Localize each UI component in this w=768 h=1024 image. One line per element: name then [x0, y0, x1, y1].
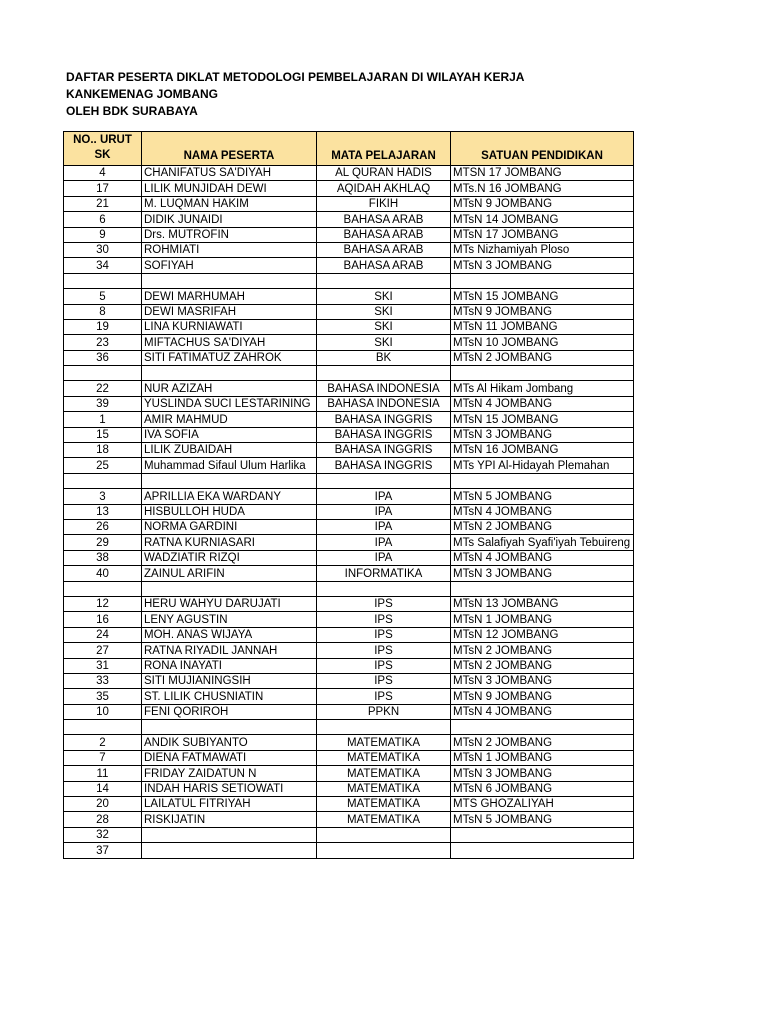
cell-no-urut: 10 [64, 704, 142, 719]
cell-nama-peserta: YUSLINDA SUCI LESTARINING [142, 396, 317, 411]
table-row [64, 196, 634, 211]
cell-satuan-pendidikan [451, 366, 634, 381]
table-row [64, 227, 634, 242]
cell-no-urut: 21 [64, 196, 142, 211]
table-row [64, 212, 634, 227]
cell-nama-peserta: M. LUQMAN HAKIM [142, 196, 317, 211]
cell-satuan-pendidikan: MTsN 2 JOMBANG [451, 350, 634, 365]
table-body [64, 166, 634, 859]
cell-no-urut: 15 [64, 427, 142, 442]
cell-no-urut: 12 [64, 596, 142, 611]
cell-mata-pelajaran [317, 366, 451, 381]
cell-satuan-pendidikan: MTsN 2 JOMBANG [451, 735, 634, 750]
cell-mata-pelajaran: FIKIH [317, 196, 451, 211]
cell-mata-pelajaran: BAHASA ARAB [317, 242, 451, 257]
cell-nama-peserta: RONA INAYATI [142, 658, 317, 673]
cell-no-urut: 37 [64, 843, 142, 858]
table-row [64, 643, 634, 658]
cell-no-urut [64, 581, 142, 596]
cell-satuan-pendidikan: MTsN 9 JOMBANG [451, 304, 634, 319]
cell-no-urut: 2 [64, 735, 142, 750]
cell-nama-peserta: SITI FATIMATUZ ZAHROK [142, 350, 317, 365]
header-satuan-pendidikan: SATUAN PENDIDIKAN [451, 132, 634, 166]
table-row [64, 242, 634, 257]
cell-mata-pelajaran [317, 827, 451, 842]
cell-nama-peserta: NORMA GARDINI [142, 519, 317, 534]
cell-nama-peserta: LILIK ZUBAIDAH [142, 443, 317, 458]
table-row [64, 319, 634, 334]
cell-no-urut: 4 [64, 166, 142, 181]
cell-mata-pelajaran: SKI [317, 304, 451, 319]
cell-satuan-pendidikan: MTSN 17 JOMBANG [451, 166, 634, 181]
cell-satuan-pendidikan: MTsN 6 JOMBANG [451, 781, 634, 796]
table-row [64, 289, 634, 304]
cell-satuan-pendidikan: MTs YPI Al-Hidayah Plemahan [451, 458, 634, 473]
cell-mata-pelajaran: IPS [317, 643, 451, 658]
cell-satuan-pendidikan: MTsN 15 JOMBANG [451, 289, 634, 304]
cell-mata-pelajaran: IPA [317, 504, 451, 519]
cell-no-urut: 13 [64, 504, 142, 519]
cell-no-urut: 27 [64, 643, 142, 658]
cell-nama-peserta: Muhammad Sifaul Ulum Harlika [142, 458, 317, 473]
cell-mata-pelajaran: BAHASA ARAB [317, 212, 451, 227]
cell-mata-pelajaran: IPA [317, 535, 451, 550]
cell-nama-peserta: LAILATUL FITRIYAH [142, 797, 317, 812]
table-row [64, 581, 634, 596]
table-row [64, 350, 634, 365]
cell-satuan-pendidikan [451, 273, 634, 288]
table-row [64, 489, 634, 504]
table-row [64, 612, 634, 627]
cell-no-urut: 30 [64, 242, 142, 257]
cell-mata-pelajaran: BAHASA ARAB [317, 227, 451, 242]
table-row [64, 735, 634, 750]
cell-satuan-pendidikan: MTs Nizhamiyah Ploso [451, 242, 634, 257]
cell-no-urut: 32 [64, 827, 142, 842]
cell-no-urut: 33 [64, 673, 142, 688]
table-row [64, 458, 634, 473]
cell-mata-pelajaran: AL QURAN HADIS [317, 166, 451, 181]
cell-nama-peserta: ZAINUL ARIFIN [142, 566, 317, 581]
cell-satuan-pendidikan: MTsN 9 JOMBANG [451, 196, 634, 211]
cell-mata-pelajaran: BAHASA INGGRIS [317, 427, 451, 442]
cell-mata-pelajaran: MATEMATIKA [317, 812, 451, 827]
cell-mata-pelajaran: IPS [317, 689, 451, 704]
table-row [64, 273, 634, 288]
header-nama-peserta: NAMA PESERTA [142, 132, 317, 166]
cell-satuan-pendidikan [451, 843, 634, 858]
table-row [64, 566, 634, 581]
cell-mata-pelajaran: MATEMATIKA [317, 750, 451, 765]
cell-nama-peserta [142, 473, 317, 488]
cell-satuan-pendidikan: MTs Salafiyah Syafi'iyah Tebuireng [451, 535, 634, 550]
cell-satuan-pendidikan: MTsN 1 JOMBANG [451, 612, 634, 627]
cell-no-urut: 25 [64, 458, 142, 473]
cell-satuan-pendidikan: MTs.N 16 JOMBANG [451, 181, 634, 196]
table-row [64, 304, 634, 319]
cell-satuan-pendidikan [451, 473, 634, 488]
cell-nama-peserta: MOH. ANAS WIJAYA [142, 627, 317, 642]
table-row [64, 797, 634, 812]
cell-satuan-pendidikan: MTsN 4 JOMBANG [451, 550, 634, 565]
cell-satuan-pendidikan [451, 827, 634, 842]
cell-no-urut: 7 [64, 750, 142, 765]
cell-nama-peserta: DIDIK JUNAIDI [142, 212, 317, 227]
cell-nama-peserta: DEWI MASRIFAH [142, 304, 317, 319]
cell-nama-peserta: RATNA RIYADIL JANNAH [142, 643, 317, 658]
table-row [64, 381, 634, 396]
table-row [64, 673, 634, 688]
cell-no-urut: 19 [64, 319, 142, 334]
header-no-urut-sk [64, 132, 142, 166]
cell-nama-peserta: Drs. MUTROFIN [142, 227, 317, 242]
cell-no-urut: 16 [64, 612, 142, 627]
heading-line-3: OLEH BDK SURABAYA [66, 104, 198, 118]
cell-satuan-pendidikan: MTsN 3 JOMBANG [451, 766, 634, 781]
cell-satuan-pendidikan: MTsN 12 JOMBANG [451, 627, 634, 642]
cell-mata-pelajaran [317, 720, 451, 735]
cell-no-urut: 24 [64, 627, 142, 642]
cell-nama-peserta: HERU WAHYU DARUJATI [142, 596, 317, 611]
header-no-line-2: SK [94, 149, 111, 161]
cell-nama-peserta: SOFIYAH [142, 258, 317, 273]
cell-mata-pelajaran: SKI [317, 335, 451, 350]
table-row [64, 258, 634, 273]
cell-no-urut [64, 273, 142, 288]
cell-no-urut: 31 [64, 658, 142, 673]
cell-no-urut: 23 [64, 335, 142, 350]
cell-no-urut: 35 [64, 689, 142, 704]
cell-nama-peserta [142, 366, 317, 381]
cell-satuan-pendidikan [451, 720, 634, 735]
cell-no-urut: 18 [64, 443, 142, 458]
cell-mata-pelajaran [317, 473, 451, 488]
cell-mata-pelajaran: BAHASA INGGRIS [317, 458, 451, 473]
cell-satuan-pendidikan: MTsN 13 JOMBANG [451, 596, 634, 611]
cell-mata-pelajaran [317, 581, 451, 596]
cell-mata-pelajaran: BAHASA ARAB [317, 258, 451, 273]
cell-mata-pelajaran: BAHASA INDONESIA [317, 381, 451, 396]
cell-no-urut: 36 [64, 350, 142, 365]
cell-mata-pelajaran: IPS [317, 658, 451, 673]
cell-no-urut: 14 [64, 781, 142, 796]
heading-line-2: KANKEMENAG JOMBANG [66, 87, 219, 101]
cell-nama-peserta [142, 273, 317, 288]
cell-satuan-pendidikan: MTsN 2 JOMBANG [451, 658, 634, 673]
cell-satuan-pendidikan: MTsN 1 JOMBANG [451, 750, 634, 765]
table-row [64, 704, 634, 719]
cell-nama-peserta: ST. LILIK CHUSNIATIN [142, 689, 317, 704]
cell-nama-peserta: DIENA FATMAWATI [142, 750, 317, 765]
table-row [64, 827, 634, 842]
table-row [64, 550, 634, 565]
table-row [64, 596, 634, 611]
cell-mata-pelajaran: MATEMATIKA [317, 735, 451, 750]
cell-no-urut: 29 [64, 535, 142, 550]
cell-no-urut: 5 [64, 289, 142, 304]
table-row [64, 843, 634, 858]
cell-no-urut: 28 [64, 812, 142, 827]
cell-mata-pelajaran: PPKN [317, 704, 451, 719]
cell-satuan-pendidikan: MTsN 2 JOMBANG [451, 643, 634, 658]
cell-satuan-pendidikan: MTsN 16 JOMBANG [451, 443, 634, 458]
cell-no-urut [64, 366, 142, 381]
cell-mata-pelajaran: MATEMATIKA [317, 766, 451, 781]
cell-nama-peserta: NUR AZIZAH [142, 381, 317, 396]
cell-mata-pelajaran: BAHASA INGGRIS [317, 412, 451, 427]
table-row [64, 781, 634, 796]
table-row [64, 519, 634, 534]
table-row [64, 689, 634, 704]
cell-satuan-pendidikan: MTsN 10 JOMBANG [451, 335, 634, 350]
cell-nama-peserta [142, 827, 317, 842]
participant-table [63, 131, 634, 859]
cell-satuan-pendidikan: MTsN 3 JOMBANG [451, 427, 634, 442]
cell-no-urut: 26 [64, 519, 142, 534]
cell-mata-pelajaran: IPS [317, 596, 451, 611]
cell-nama-peserta: CHANIFATUS SA'DIYAH [142, 166, 317, 181]
cell-no-urut: 34 [64, 258, 142, 273]
cell-mata-pelajaran [317, 273, 451, 288]
cell-nama-peserta: LILIK MUNJIDAH DEWI [142, 181, 317, 196]
cell-no-urut: 38 [64, 550, 142, 565]
cell-nama-peserta: HISBULLOH HUDA [142, 504, 317, 519]
cell-no-urut [64, 720, 142, 735]
table-row [64, 766, 634, 781]
cell-mata-pelajaran: IPS [317, 627, 451, 642]
cell-nama-peserta: APRILLIA EKA WARDANY [142, 489, 317, 504]
cell-no-urut [64, 473, 142, 488]
cell-no-urut: 40 [64, 566, 142, 581]
cell-nama-peserta: ANDIK SUBIYANTO [142, 735, 317, 750]
table-row [64, 412, 634, 427]
cell-satuan-pendidikan: MTsN 17 JOMBANG [451, 227, 634, 242]
cell-satuan-pendidikan: MTsN 11 JOMBANG [451, 319, 634, 334]
cell-mata-pelajaran: IPA [317, 550, 451, 565]
table-row [64, 658, 634, 673]
cell-mata-pelajaran: IPS [317, 612, 451, 627]
cell-satuan-pendidikan: MTsN 3 JOMBANG [451, 258, 634, 273]
cell-mata-pelajaran: BK [317, 350, 451, 365]
cell-nama-peserta: WADZIATIR RIZQI [142, 550, 317, 565]
table-row [64, 335, 634, 350]
cell-nama-peserta: DEWI MARHUMAH [142, 289, 317, 304]
header-mata-pelajaran: MATA PELAJARAN [317, 132, 451, 166]
cell-no-urut: 17 [64, 181, 142, 196]
table-row [64, 166, 634, 181]
cell-mata-pelajaran: AQIDAH AKHLAQ [317, 181, 451, 196]
cell-satuan-pendidikan: MTsN 2 JOMBANG [451, 519, 634, 534]
cell-no-urut: 9 [64, 227, 142, 242]
cell-nama-peserta [142, 720, 317, 735]
cell-no-urut: 22 [64, 381, 142, 396]
cell-mata-pelajaran: IPS [317, 673, 451, 688]
cell-satuan-pendidikan: MTsN 3 JOMBANG [451, 673, 634, 688]
document-heading [66, 69, 524, 120]
table-row [64, 443, 634, 458]
cell-nama-peserta: INDAH HARIS SETIOWATI [142, 781, 317, 796]
table-row [64, 750, 634, 765]
cell-satuan-pendidikan: MTsN 4 JOMBANG [451, 396, 634, 411]
table-row [64, 535, 634, 550]
table-row [64, 366, 634, 381]
cell-nama-peserta [142, 581, 317, 596]
cell-mata-pelajaran: SKI [317, 289, 451, 304]
cell-nama-peserta: SITI MUJIANINGSIH [142, 673, 317, 688]
table-row [64, 396, 634, 411]
cell-no-urut: 20 [64, 797, 142, 812]
cell-mata-pelajaran: BAHASA INDONESIA [317, 396, 451, 411]
cell-no-urut: 1 [64, 412, 142, 427]
cell-nama-peserta: RISKIJATIN [142, 812, 317, 827]
cell-no-urut: 8 [64, 304, 142, 319]
heading-line-1: DAFTAR PESERTA DIKLAT METODOLOGI PEMBELAJARAN DI WILAYAH KERJA [66, 70, 525, 84]
table-row [64, 427, 634, 442]
cell-nama-peserta: FRIDAY ZAIDATUN N [142, 766, 317, 781]
cell-nama-peserta: RATNA KURNIASARI [142, 535, 317, 550]
cell-nama-peserta: ROHMIATI [142, 242, 317, 257]
cell-nama-peserta: MIFTACHUS SA'DIYAH [142, 335, 317, 350]
table-row [64, 473, 634, 488]
cell-nama-peserta: IVA SOFIA [142, 427, 317, 442]
table-header-row [64, 132, 634, 166]
cell-mata-pelajaran: IPA [317, 489, 451, 504]
cell-mata-pelajaran: BAHASA INGGRIS [317, 443, 451, 458]
cell-satuan-pendidikan: MTsN 4 JOMBANG [451, 704, 634, 719]
cell-no-urut: 6 [64, 212, 142, 227]
cell-satuan-pendidikan: MTs Al Hikam Jombang [451, 381, 634, 396]
cell-nama-peserta: LENY AGUSTIN [142, 612, 317, 627]
cell-mata-pelajaran: MATEMATIKA [317, 797, 451, 812]
table-row [64, 627, 634, 642]
cell-satuan-pendidikan: MTsN 15 JOMBANG [451, 412, 634, 427]
cell-nama-peserta: FENI QORIROH [142, 704, 317, 719]
cell-mata-pelajaran: MATEMATIKA [317, 781, 451, 796]
header-no-line-1: NO.. URUT [73, 134, 132, 146]
cell-mata-pelajaran: INFORMATIKA [317, 566, 451, 581]
cell-satuan-pendidikan: MTsN 3 JOMBANG [451, 566, 634, 581]
cell-satuan-pendidikan [451, 581, 634, 596]
cell-nama-peserta [142, 843, 317, 858]
cell-nama-peserta: LINA KURNIAWATI [142, 319, 317, 334]
cell-no-urut: 39 [64, 396, 142, 411]
cell-no-urut: 3 [64, 489, 142, 504]
cell-satuan-pendidikan: MTsN 5 JOMBANG [451, 812, 634, 827]
table-row [64, 720, 634, 735]
cell-satuan-pendidikan: MTS GHOZALIYAH [451, 797, 634, 812]
cell-mata-pelajaran: SKI [317, 319, 451, 334]
cell-no-urut: 11 [64, 766, 142, 781]
cell-satuan-pendidikan: MTsN 14 JOMBANG [451, 212, 634, 227]
table-row [64, 181, 634, 196]
cell-mata-pelajaran [317, 843, 451, 858]
table-row [64, 812, 634, 827]
cell-satuan-pendidikan: MTsN 4 JOMBANG [451, 504, 634, 519]
cell-nama-peserta: AMIR MAHMUD [142, 412, 317, 427]
cell-mata-pelajaran: IPA [317, 519, 451, 534]
cell-satuan-pendidikan: MTsN 9 JOMBANG [451, 689, 634, 704]
cell-satuan-pendidikan: MTsN 5 JOMBANG [451, 489, 634, 504]
table-row [64, 504, 634, 519]
